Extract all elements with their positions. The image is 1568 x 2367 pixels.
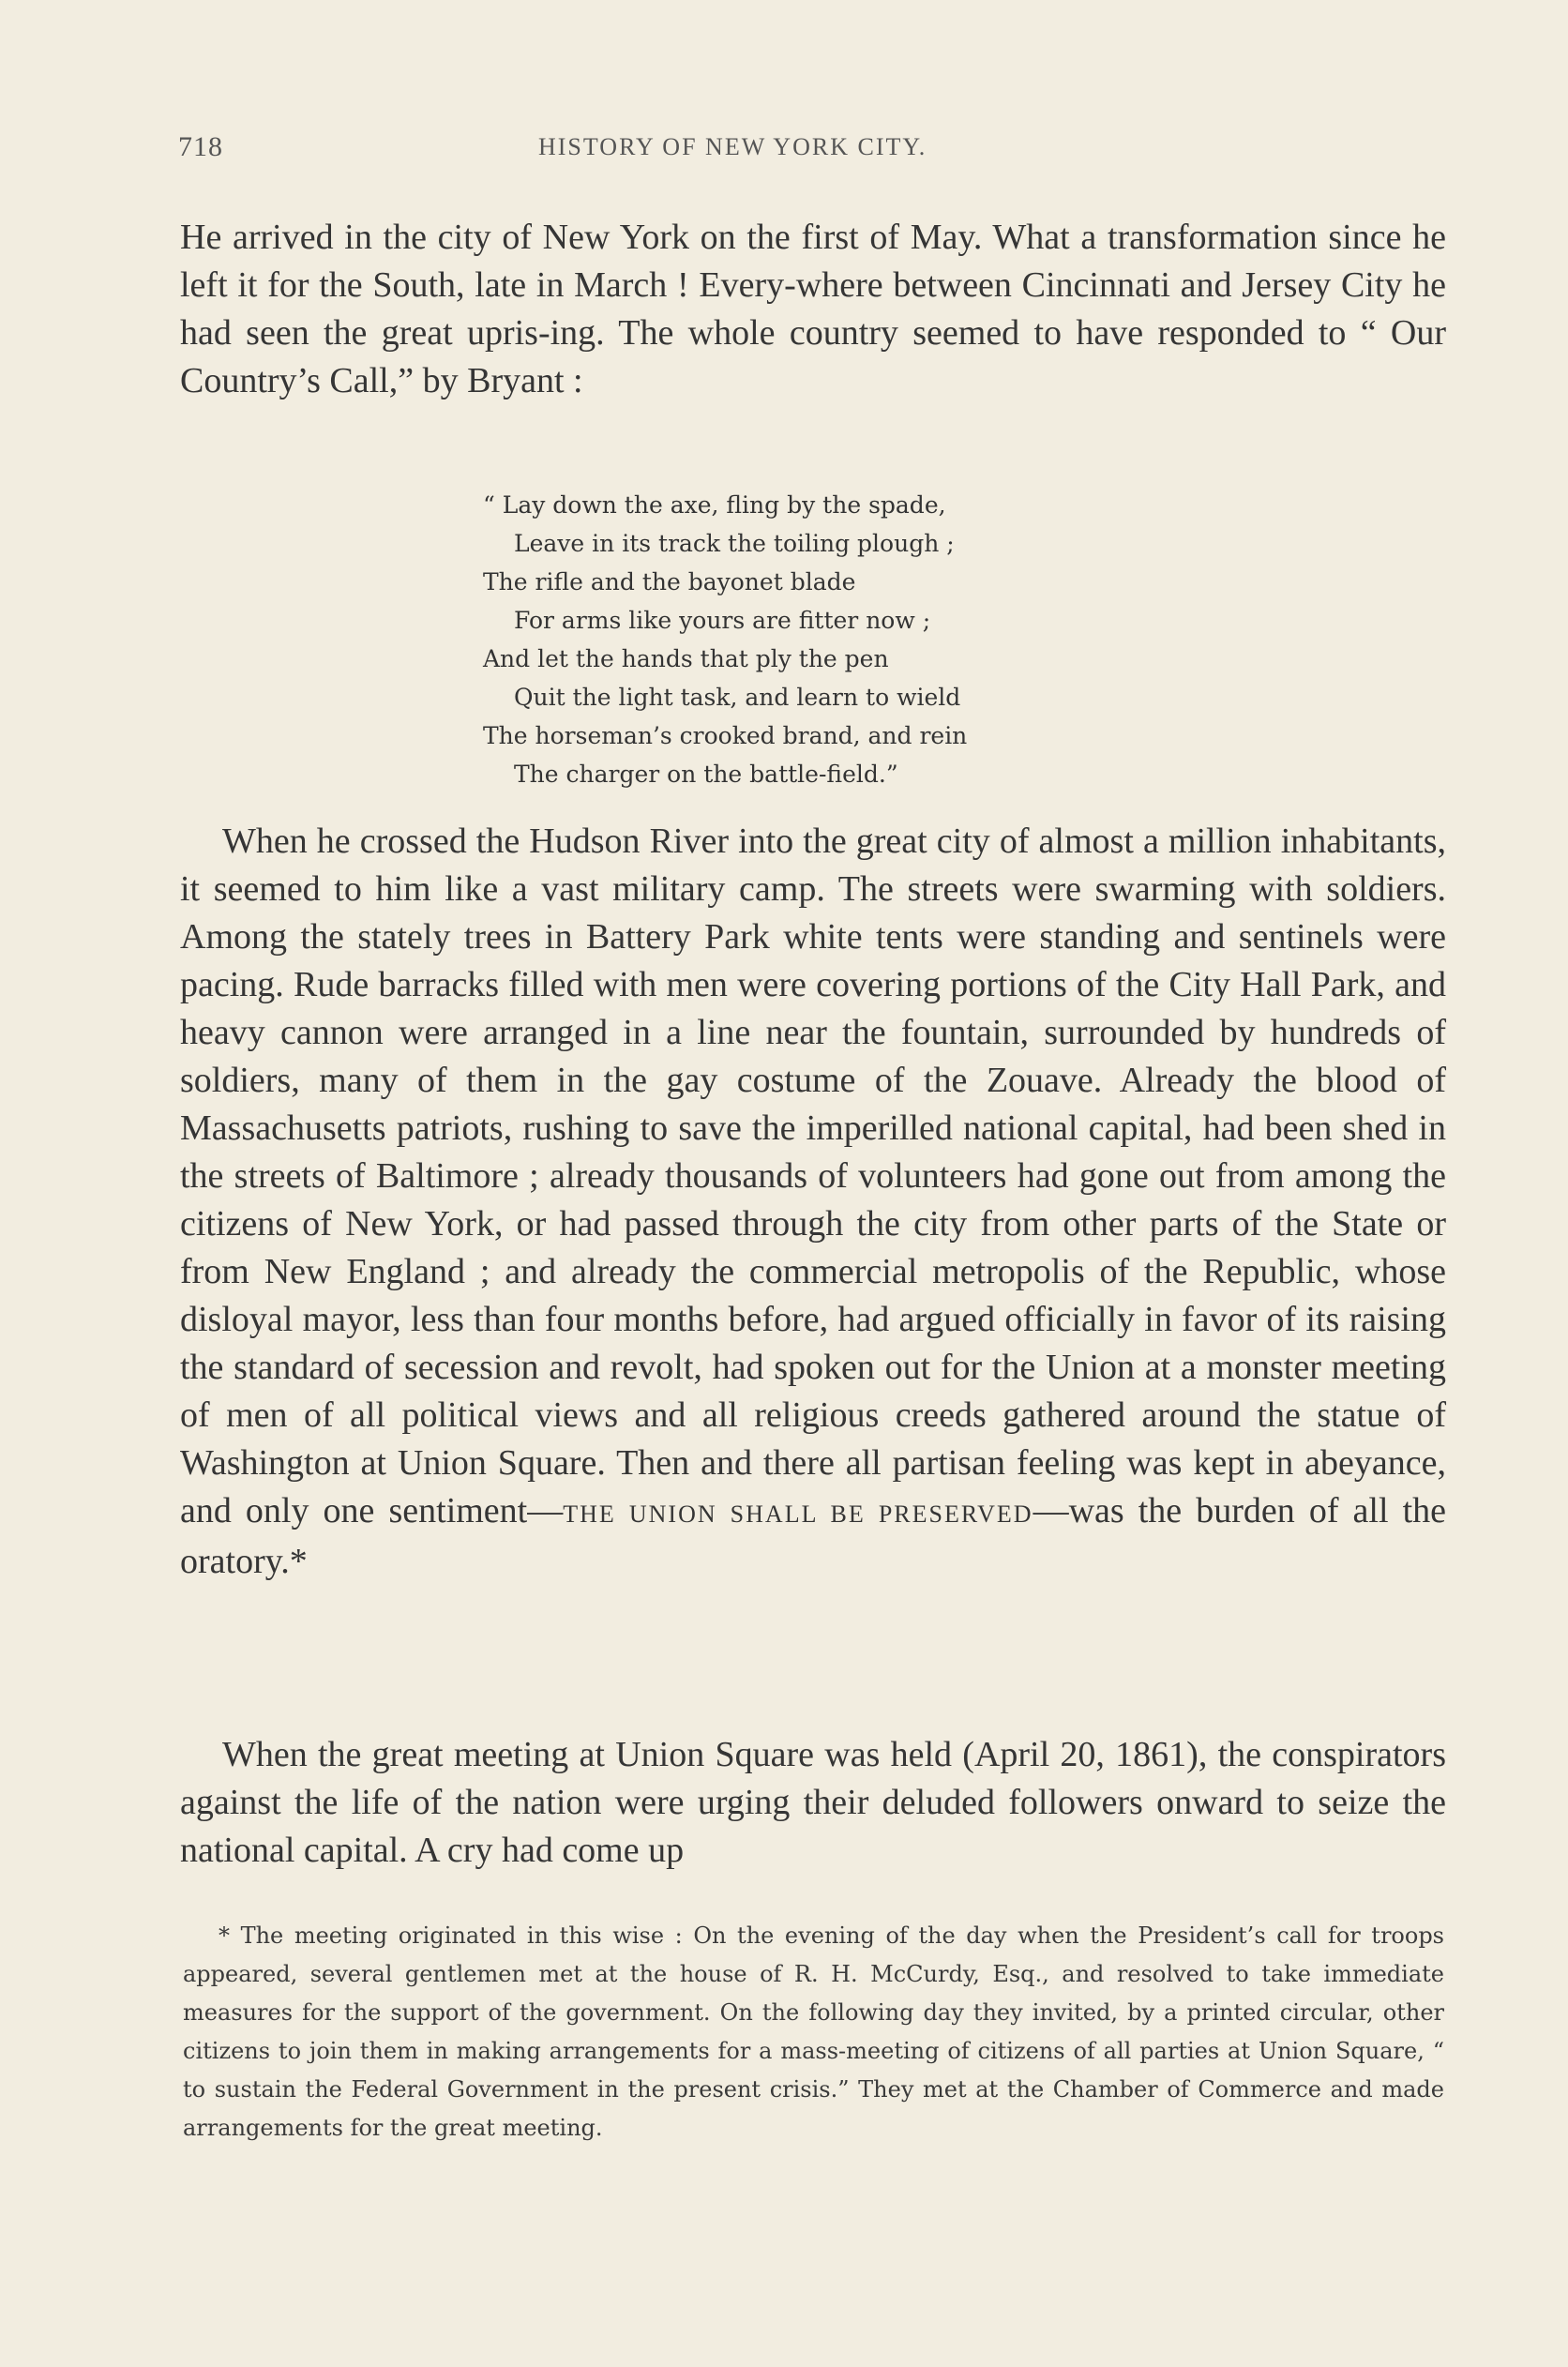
paragraph-intro: He arrived in the city of New York on the first of May. What a transformation since he left it for the South, late in March ! Every-where between Cincinnati and Jersey City he had seen the great upris-ing. The whole country seemed to have responded to “ Our Country’s Call,” by Bryant :: [180, 218, 1446, 400]
poem-line: The horseman’s crooked brand, and rein: [483, 722, 968, 749]
poem-line: And let the hands that ply the pen: [483, 645, 889, 672]
page-header: [178, 131, 1097, 169]
page-number: 718: [178, 131, 223, 162]
smallcaps-phrase: THE UNION SHALL BE PRESERVED: [563, 1500, 1033, 1528]
paragraph-hudson-crossing: [180, 818, 1446, 1586]
poem-quotation: [483, 486, 1233, 793]
poem-line: The charger on the battle-field.”: [514, 761, 898, 788]
paragraph-text: —was the burden of all the oratory.*: [180, 1491, 1447, 1581]
poem-line: The rifle and the bayonet blade: [483, 568, 856, 596]
poem-line: “ Lay down the axe, fling by the spade,: [483, 491, 946, 519]
paragraph-text: When he crossed the Hudson River into the great city of almost a million inhabitants, it seemed to him like a vast military camp. The streets were swarming with soldiers. Among the stately trees in Battery Park white tents were standing and sentinels were pacing. Rude barracks filled with men were covering portions of the City Hall Park, and heavy cannon were arranged in a line near the fountain, surrounded by hundreds of soldiers, many of them in the gay costume of the Zouave. Already the blood of Massachusetts patriots, rushing to save the imperilled national capital, had been shed in the streets of Baltimore ; already thousands of volunteers had gone out from among the citizens of New York, or had passed through the city from other parts of the State or from New England ; and already the commercial metropolis of the Republic, whose disloyal mayor, less than four months before, had argued officially in favor of its raising the standard of secession and revolt, had spoken out for the Union at a monster meeting of men of all political views and all religious creeds gathered around the statue of Washington at Union Square. Then and there all partisan feeling was kept in abeyance, and only one sentiment—: [180, 822, 1446, 1530]
running-head: HISTORY OF NEW YORK CITY.: [538, 133, 927, 160]
poem-line: Leave in its track the toiling plough ;: [514, 530, 955, 557]
poem-line: Quit the light task, and learn to wield: [514, 684, 961, 711]
paragraph-union-square: When the great meeting at Union Square was held (April 20, 1861), the conspirators against the life of the nation were urging their deluded followers onward to seize the national capital. A cry had come up: [180, 1735, 1446, 1870]
footnote: * The meeting originated in this wise : On the evening of the day when the President’s call for troops appeared, several gentlemen met at the house of R. H. McCurdy, Esq., and resolved to take immediate measures for the support of the government. On the following day they invited, by a printed circular, other citizens to join them in making arrangements for a mass-meeting of citizens of all parties at Union Square, “ to sustain the Federal Government in the present crisis.” They met at the Chamber of Commerce and made arrangements for the great meeting.: [183, 1922, 1444, 2141]
poem-line: For arms like yours are fitter now ;: [514, 607, 931, 634]
